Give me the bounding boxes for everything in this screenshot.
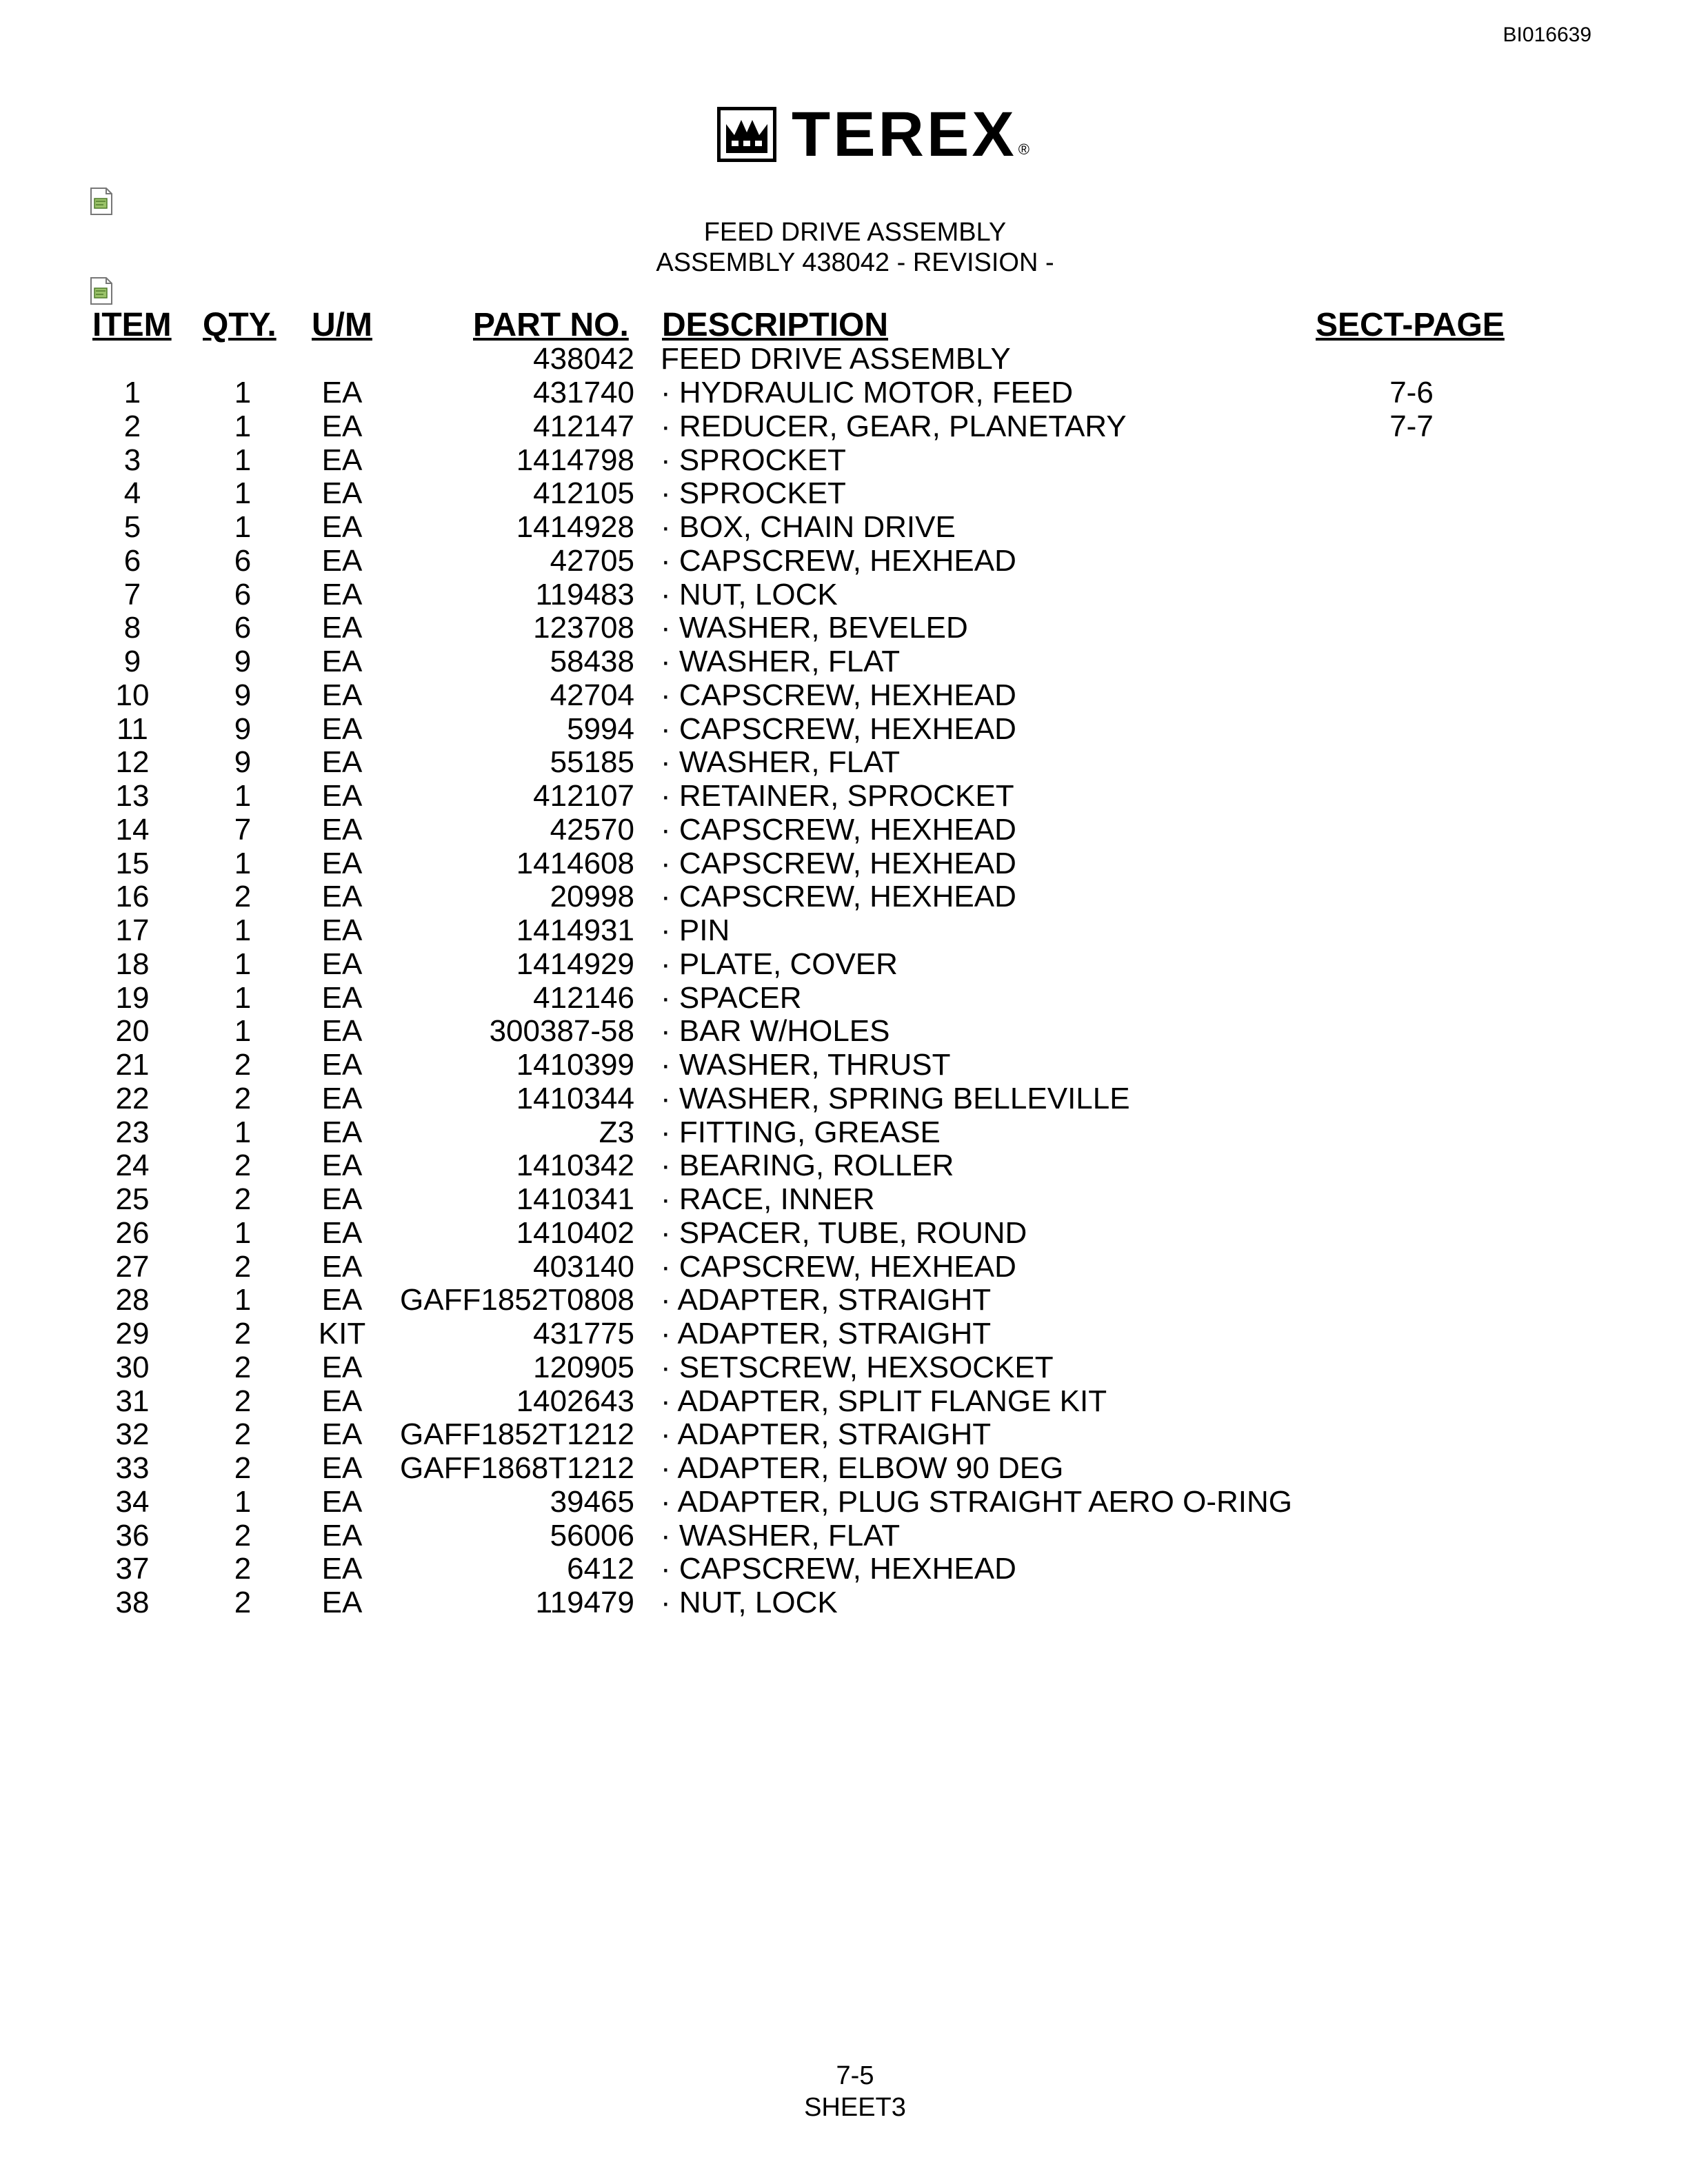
description: · PIN [661, 913, 730, 947]
unit-of-measure: EA [321, 1215, 363, 1250]
column-header-part-no: PART NO. [473, 307, 629, 343]
unit-of-measure: EA [321, 779, 363, 813]
table-row [0, 1283, 1688, 1317]
item-number: 8 [123, 611, 141, 645]
unit-of-measure: EA [321, 1384, 363, 1418]
item-number: 30 [115, 1350, 150, 1384]
description: · WASHER, SPRING BELLEVILLE [661, 1081, 1130, 1115]
quantity: 1 [234, 779, 252, 813]
table-row [0, 1485, 1688, 1519]
quantity: 1 [234, 947, 252, 981]
part-number: 403140 [533, 1249, 634, 1284]
description: · CAPSCREW, HEXHEAD [661, 812, 1016, 847]
page-number: 7-5 [836, 2061, 874, 2090]
item-number: 4 [123, 476, 141, 511]
quantity: 2 [234, 1552, 252, 1586]
quantity: 9 [234, 711, 252, 746]
item-number: 1 [123, 376, 141, 410]
description: · WASHER, BEVELED [661, 611, 968, 645]
table-row [0, 410, 1688, 443]
unit-of-measure: EA [321, 880, 363, 914]
unit-of-measure: EA [321, 443, 363, 477]
part-number: 1414928 [516, 510, 634, 544]
item-number: 2 [123, 409, 141, 443]
item-number: 24 [115, 1149, 150, 1183]
file-icon[interactable] [90, 188, 113, 215]
description: · ADAPTER, STRAIGHT [661, 1317, 992, 1351]
item-number: 29 [115, 1317, 150, 1351]
document-id: BI016639 [1503, 23, 1591, 46]
table-row [0, 981, 1688, 1015]
unit-of-measure: EA [321, 543, 363, 578]
table-row [0, 645, 1688, 678]
quantity: 2 [234, 1081, 252, 1115]
part-number: 1410399 [516, 1048, 634, 1082]
part-number: 1410344 [516, 1081, 634, 1115]
item-number: 11 [117, 711, 148, 746]
table-row [0, 712, 1688, 746]
document-title: FEED DRIVE ASSEMBLY [703, 218, 1007, 247]
description: · RETAINER, SPROCKET [661, 779, 1014, 813]
quantity: 2 [234, 1317, 252, 1351]
assembly-row [0, 342, 1688, 376]
part-number: 438042 [533, 342, 634, 376]
unit-of-measure: EA [321, 476, 363, 511]
logo-text: TEREX [792, 99, 1017, 170]
table-row [0, 1014, 1688, 1048]
table-row [0, 947, 1688, 981]
item-number: 9 [123, 645, 141, 678]
description: · SPACER [661, 980, 802, 1015]
unit-of-measure: EA [321, 611, 363, 645]
item-number: 25 [115, 1182, 150, 1216]
part-number: 300387-58 [489, 1014, 634, 1049]
description: FEED DRIVE ASSEMBLY [661, 342, 1011, 376]
document-subtitle: ASSEMBLY 438042 - REVISION - [656, 248, 1054, 277]
sect-page: 7-7 [1389, 409, 1434, 443]
part-number: 1402643 [516, 1384, 634, 1418]
item-number: 14 [115, 812, 150, 847]
part-number: 42704 [550, 678, 634, 712]
item-number: 32 [115, 1417, 150, 1452]
table-row [0, 443, 1688, 477]
quantity: 2 [234, 1518, 252, 1553]
table-row [0, 1082, 1688, 1115]
part-number: 42570 [550, 812, 634, 847]
description: · SETSCREW, HEXSOCKET [661, 1350, 1054, 1384]
description: · CAPSCREW, HEXHEAD [661, 846, 1016, 880]
unit-of-measure: EA [321, 1014, 363, 1049]
part-number: GAFF1868T1212 [400, 1451, 634, 1485]
part-number: 431740 [533, 376, 634, 410]
part-number: 1414929 [516, 947, 634, 981]
item-number: 38 [115, 1586, 150, 1619]
unit-of-measure: EA [321, 1451, 363, 1485]
description: · NUT, LOCK [661, 577, 838, 611]
item-number: 27 [115, 1249, 150, 1284]
part-number: 1410402 [516, 1215, 634, 1250]
registered-mark: ® [1018, 141, 1029, 158]
quantity: 2 [234, 1586, 252, 1619]
description: · CAPSCREW, HEXHEAD [661, 543, 1016, 578]
item-number: 20 [115, 1014, 150, 1049]
unit-of-measure: EA [321, 1417, 363, 1452]
unit-of-measure: EA [321, 1048, 363, 1082]
description: · HYDRAULIC MOTOR, FEED [661, 376, 1074, 410]
unit-of-measure: EA [321, 745, 363, 780]
quantity: 1 [234, 443, 252, 477]
table-row [0, 510, 1688, 544]
quantity: 1 [234, 1014, 252, 1049]
unit-of-measure: EA [321, 980, 363, 1015]
quantity: 1 [234, 1283, 252, 1317]
unit-of-measure: EA [321, 947, 363, 981]
unit-of-measure: EA [321, 678, 363, 712]
quantity: 1 [234, 409, 252, 443]
column-header-description: DESCRIPTION [662, 307, 889, 343]
quantity: 2 [234, 1384, 252, 1418]
table-row [0, 1182, 1688, 1216]
description: · BOX, CHAIN DRIVE [661, 510, 956, 544]
description: · WASHER, THRUST [661, 1048, 951, 1082]
description: · ADAPTER, STRAIGHT [661, 1283, 992, 1317]
unit-of-measure: EA [321, 1115, 363, 1149]
item-number: 12 [115, 745, 150, 780]
table-row [0, 1417, 1688, 1451]
unit-of-measure: EA [321, 1283, 363, 1317]
quantity: 1 [234, 476, 252, 511]
quantity: 6 [234, 543, 252, 578]
description: · WASHER, FLAT [661, 645, 901, 678]
quantity: 1 [234, 510, 252, 544]
table-row [0, 913, 1688, 947]
description: · WASHER, FLAT [661, 1518, 901, 1553]
item-number: 16 [115, 880, 150, 914]
item-number: 36 [115, 1518, 150, 1553]
description: · SPROCKET [661, 443, 846, 477]
description: · SPACER, TUBE, ROUND [661, 1215, 1027, 1250]
table-row [0, 611, 1688, 645]
unit-of-measure: EA [321, 376, 363, 410]
unit-of-measure: EA [321, 711, 363, 746]
description: · RACE, INNER [661, 1182, 875, 1216]
quantity: 1 [234, 846, 252, 880]
item-number: 26 [115, 1215, 150, 1250]
item-number: 5 [123, 510, 141, 544]
description: · NUT, LOCK [661, 1586, 838, 1619]
item-number: 10 [115, 678, 150, 712]
quantity: 2 [234, 1048, 252, 1082]
table-row [0, 880, 1688, 913]
table-row [0, 1115, 1688, 1149]
description: · BAR W/HOLES [661, 1014, 890, 1049]
description: · SPROCKET [661, 476, 846, 511]
item-number: 3 [123, 443, 141, 477]
quantity: 9 [234, 645, 252, 678]
table-row [0, 1048, 1688, 1082]
item-number: 28 [115, 1283, 150, 1317]
unit-of-measure: EA [321, 846, 363, 880]
unit-of-measure: EA [321, 577, 363, 611]
unit-of-measure: EA [321, 645, 363, 678]
table-row [0, 1250, 1688, 1284]
quantity: 9 [234, 678, 252, 712]
table-row [0, 745, 1688, 779]
quantity: 1 [234, 376, 252, 410]
unit-of-measure: EA [321, 1484, 363, 1519]
quantity: 9 [234, 745, 252, 780]
part-number: 20998 [550, 880, 634, 914]
part-number: 412105 [533, 476, 634, 511]
quantity: 1 [234, 1484, 252, 1519]
unit-of-measure: EA [321, 1081, 363, 1115]
file-icon[interactable] [90, 277, 113, 305]
description: · CAPSCREW, HEXHEAD [661, 711, 1016, 746]
unit-of-measure: EA [321, 1249, 363, 1284]
part-number: 119483 [535, 577, 634, 611]
unit-of-measure: EA [321, 510, 363, 544]
item-number: 21 [115, 1048, 150, 1082]
sheet-label: SHEET3 [804, 2093, 906, 2122]
part-number: 1410341 [516, 1182, 634, 1216]
table-row [0, 1519, 1688, 1553]
unit-of-measure: EA [321, 1518, 363, 1553]
description: · CAPSCREW, HEXHEAD [661, 1249, 1016, 1284]
unit-of-measure: EA [321, 913, 363, 947]
quantity: 2 [234, 1350, 252, 1384]
part-number: 120905 [533, 1350, 634, 1384]
table-row [0, 1586, 1688, 1619]
description: · WASHER, FLAT [661, 745, 901, 780]
unit-of-measure: EA [321, 1586, 363, 1619]
description: · REDUCER, GEAR, PLANETARY [661, 409, 1127, 443]
item-number: 23 [115, 1115, 150, 1149]
part-number: GAFF1852T0808 [400, 1283, 634, 1317]
item-number: 15 [115, 846, 150, 880]
unit-of-measure: EA [321, 1149, 363, 1183]
quantity: 6 [234, 611, 252, 645]
quantity: 2 [234, 1182, 252, 1216]
table-row [0, 476, 1688, 510]
table-row [0, 678, 1688, 712]
unit-of-measure: EA [321, 1182, 363, 1216]
table-row [0, 1317, 1688, 1351]
item-number: 7 [123, 577, 141, 611]
table-row [0, 1552, 1688, 1586]
description: · CAPSCREW, HEXHEAD [661, 1552, 1016, 1586]
column-header-qty: QTY. [203, 307, 277, 343]
sect-page: 7-6 [1389, 376, 1434, 410]
item-number: 13 [115, 779, 150, 813]
crown-logo-icon [717, 107, 776, 162]
quantity: 2 [234, 1417, 252, 1452]
item-number: 18 [115, 947, 150, 981]
part-number: 56006 [550, 1518, 634, 1553]
part-number: 1410342 [516, 1149, 634, 1183]
part-number: GAFF1852T1212 [400, 1417, 634, 1452]
table-row [0, 813, 1688, 847]
item-number: 22 [115, 1081, 150, 1115]
unit-of-measure: EA [321, 1350, 363, 1384]
unit-of-measure: EA [321, 409, 363, 443]
quantity: 7 [234, 812, 252, 847]
part-number: 39465 [550, 1484, 634, 1519]
description: · ADAPTER, SPLIT FLANGE KIT [661, 1384, 1107, 1418]
part-number: 431775 [533, 1317, 634, 1351]
part-number: 412147 [533, 409, 634, 443]
quantity: 2 [234, 880, 252, 914]
table-row [0, 544, 1688, 578]
part-number: 55185 [550, 745, 634, 780]
quantity: 1 [234, 980, 252, 1015]
quantity: 2 [234, 1249, 252, 1284]
part-number: 1414798 [516, 443, 634, 477]
description: · PLATE, COVER [661, 947, 898, 981]
item-number: 34 [115, 1484, 150, 1519]
quantity: 1 [234, 1115, 252, 1149]
column-header-sect-page: SECT-PAGE [1316, 307, 1505, 343]
part-number: 1414931 [516, 913, 634, 947]
unit-of-measure: EA [321, 812, 363, 847]
part-number: 58438 [550, 645, 634, 678]
table-row [0, 779, 1688, 813]
description: · ADAPTER, ELBOW 90 DEG [661, 1451, 1064, 1485]
part-number: 42705 [550, 543, 634, 578]
column-header-um: U/M [312, 307, 372, 343]
unit-of-measure: EA [321, 1552, 363, 1586]
item-number: 37 [115, 1552, 150, 1586]
table-row [0, 847, 1688, 880]
quantity: 1 [234, 913, 252, 947]
quantity: 2 [234, 1149, 252, 1183]
description: · CAPSCREW, HEXHEAD [661, 880, 1016, 914]
description: · ADAPTER, PLUG STRAIGHT AERO O-RING [661, 1484, 1293, 1519]
item-number: 31 [115, 1384, 150, 1418]
item-number: 17 [115, 913, 150, 947]
item-number: 6 [123, 543, 141, 578]
description: · BEARING, ROLLER [661, 1149, 954, 1183]
item-number: 33 [115, 1451, 150, 1485]
part-number: 412107 [533, 779, 634, 813]
part-number: 412146 [533, 980, 634, 1015]
part-number: 6412 [567, 1552, 634, 1586]
column-header-item: ITEM [92, 307, 172, 343]
description: · ADAPTER, STRAIGHT [661, 1417, 992, 1452]
unit-of-measure: KIT [318, 1317, 366, 1351]
part-number: Z3 [599, 1115, 634, 1149]
description: · CAPSCREW, HEXHEAD [661, 678, 1016, 712]
item-number: 19 [115, 980, 150, 1015]
table-row [0, 1149, 1688, 1182]
table-row [0, 376, 1688, 410]
table-row [0, 1216, 1688, 1250]
quantity: 2 [234, 1451, 252, 1485]
part-number: 119479 [535, 1586, 634, 1619]
terex-logo [717, 99, 1029, 170]
part-number: 123708 [533, 611, 634, 645]
table-row [0, 1451, 1688, 1485]
part-number: 5994 [567, 711, 634, 746]
table-row [0, 578, 1688, 611]
description: · FITTING, GREASE [661, 1115, 941, 1149]
table-row [0, 1351, 1688, 1384]
part-number: 1414608 [516, 846, 634, 880]
quantity: 6 [234, 577, 252, 611]
table-row [0, 1384, 1688, 1418]
quantity: 1 [234, 1215, 252, 1250]
